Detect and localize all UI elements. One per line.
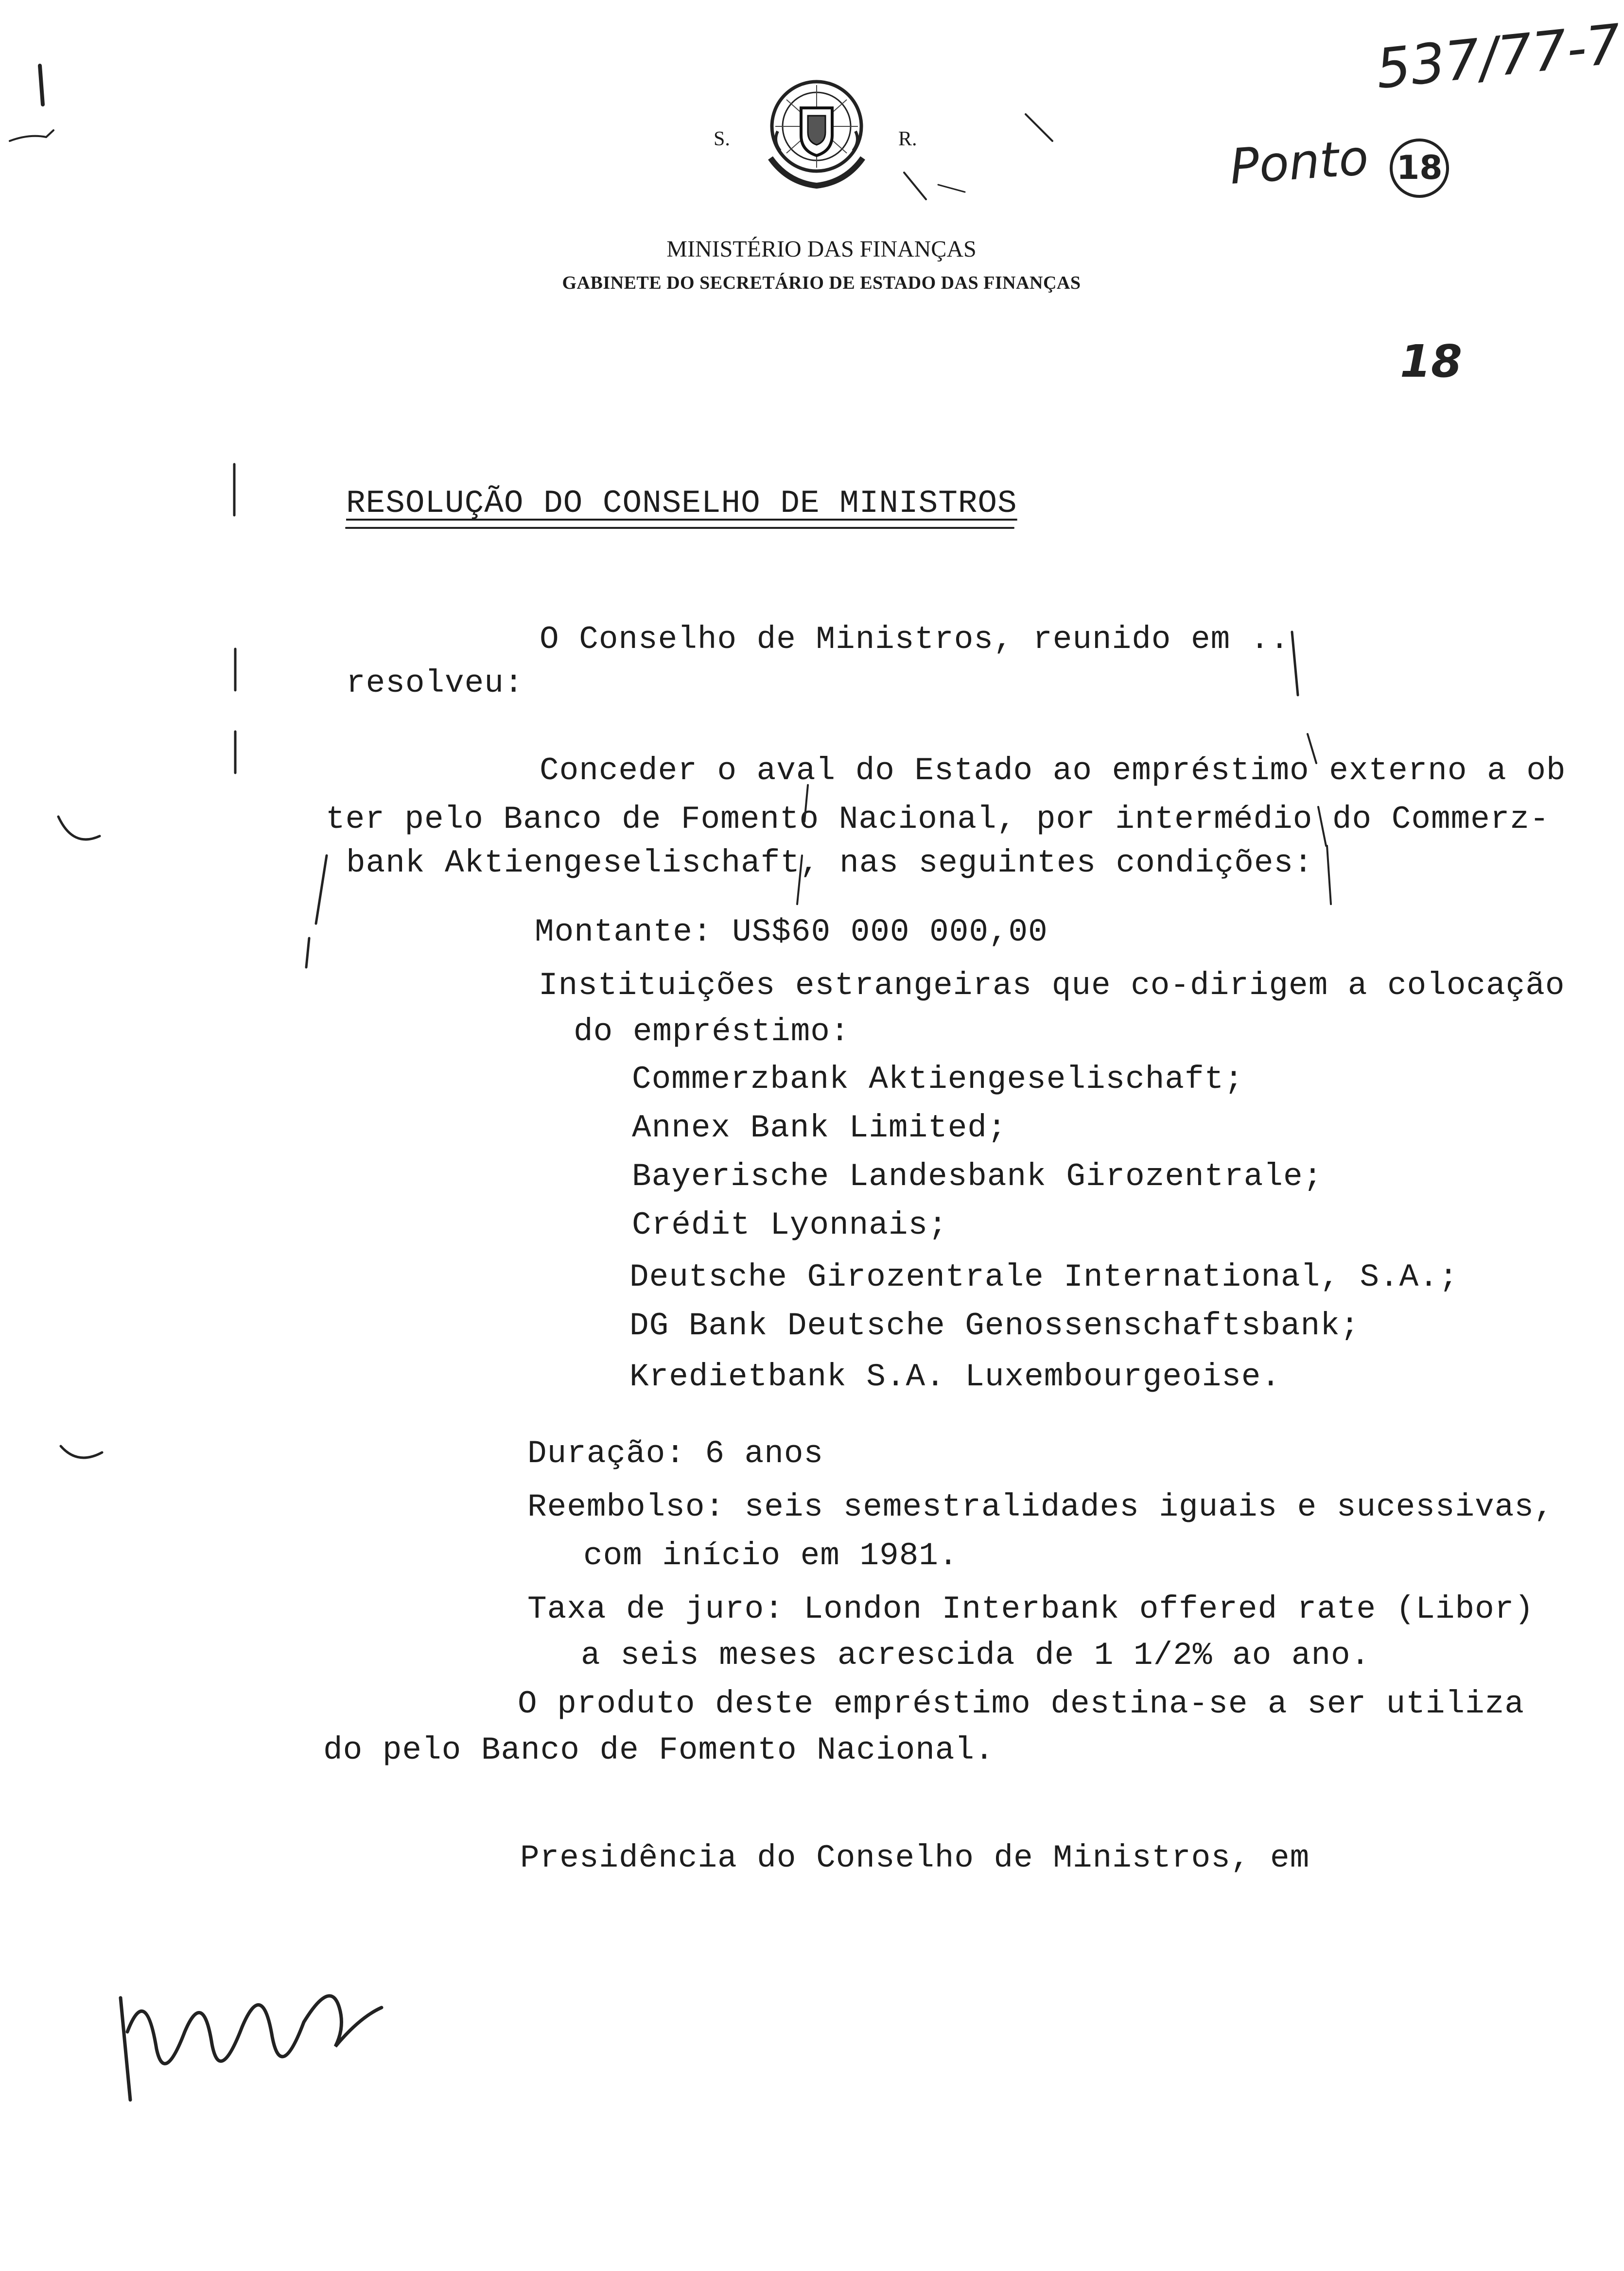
duration-line: Duração: 6 anos <box>527 1435 824 1472</box>
destination-line-2: do pelo Banco de Fomento Nacional. <box>323 1732 995 1768</box>
page-number: 18 <box>1400 335 1463 387</box>
institution-item-1: Commerzbank Aktiengeselischaft; <box>632 1061 1244 1098</box>
institution-item-4: Crédit Lyonnais; <box>632 1207 948 1243</box>
ministry-name: MINISTÉRIO DAS FINANÇAS <box>666 236 977 262</box>
repayment-line-2: com início em 1981. <box>583 1537 959 1574</box>
institutions-heading-2: do empréstimo: <box>574 1013 850 1050</box>
letterhead-initial-r: R. <box>898 128 917 150</box>
amount-line: Montante: US$60 000 000,00 <box>535 914 1048 950</box>
institution-item-2: Annex Bank Limited; <box>632 1110 1007 1146</box>
institution-item-7: Kredietbank S.A. Luxembourgeoise. <box>629 1359 1281 1395</box>
destination-line-1: O produto deste empréstimo destina-se a ser utiliza <box>518 1686 1524 1722</box>
reference-number: 537/77-7 <box>1373 12 1624 102</box>
intro-line-2: resolveu: <box>346 665 524 701</box>
institutions-heading-1: Instituições estrangeiras que co-dirigem a colocação <box>539 967 1565 1004</box>
closing-line: Presidência do Conselho de Ministros, em <box>520 1840 1310 1876</box>
office-name: GABINETE DO SECRETÁRIO DE ESTADO DAS FINANÇAS <box>562 273 1081 293</box>
interest-line-1: Taxa de juro: London Interbank offered rate (Libor) <box>527 1591 1534 1627</box>
institution-item-5: Deutsche Girozentrale International, S.A.; <box>629 1259 1459 1295</box>
institution-item-6: DG Bank Deutsche Genossenschaftsbank; <box>629 1308 1360 1344</box>
ponto-number: 18 <box>1390 139 1449 198</box>
document-title: RESOLUÇÃO DO CONSELHO DE MINISTROS <box>346 485 1017 522</box>
interest-line-2: a seis meses acrescida de 1 1/2% ao ano. <box>581 1637 1371 1674</box>
intro-line-1: O Conselho de Ministros, reunido em .. <box>540 621 1290 658</box>
ponto-label: Ponto <box>1228 129 1370 195</box>
decision-line-3: bank Aktiengeselischaft, nas seguintes condições: <box>346 845 1313 881</box>
decision-line-1: Conceder o aval do Estado ao empréstimo externo a ob <box>540 752 1566 789</box>
institution-item-3: Bayerische Landesbank Girozentrale; <box>632 1158 1323 1195</box>
repayment-line-1: Reembolso: seis semestralidades iguais e sucessivas, <box>527 1489 1554 1525</box>
letterhead-initial-s: S. <box>714 128 730 150</box>
decision-line-2: ter pelo Banco de Fomento Nacional, por intermédio do Commerz- <box>326 801 1550 838</box>
